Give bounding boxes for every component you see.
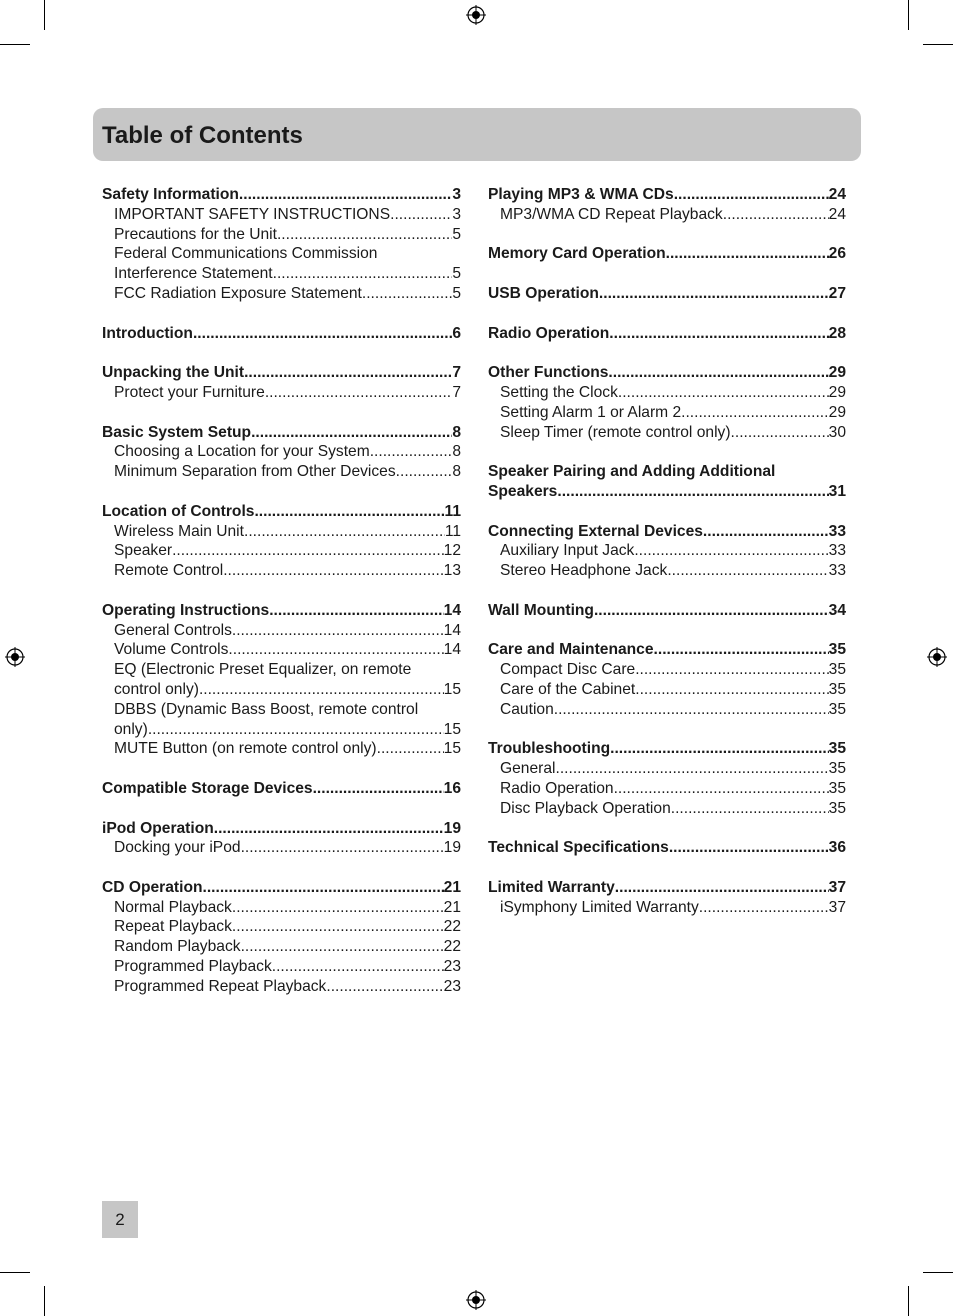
toc-subentry[interactable] xyxy=(102,720,461,740)
dot-leader xyxy=(172,541,444,561)
page-ref: 35 xyxy=(828,661,846,679)
toc-entry[interactable] xyxy=(488,482,846,502)
dot-leader xyxy=(228,640,443,660)
toc-subentry[interactable] xyxy=(102,205,461,225)
dot-leader xyxy=(370,442,453,462)
page-ref: 6 xyxy=(452,324,461,342)
section-title: USB Operation xyxy=(488,284,599,302)
subsection-title: Setting the Clock xyxy=(500,383,618,401)
subsection-title: only) xyxy=(114,720,148,738)
dot-leader xyxy=(244,522,445,542)
subsection-title: General Controls xyxy=(114,621,232,639)
page-ref: 23 xyxy=(443,977,461,995)
subsection-title: MP3/WMA CD Repeat Playback xyxy=(500,205,723,223)
toc-entry[interactable] xyxy=(102,819,461,839)
page-ref: 5 xyxy=(452,225,461,243)
dot-leader xyxy=(699,898,829,918)
page-ref: 24 xyxy=(828,205,846,223)
dot-leader xyxy=(615,878,829,898)
toc-subentry[interactable] xyxy=(488,403,846,423)
dot-leader xyxy=(239,185,452,205)
toc-section xyxy=(102,363,461,403)
crop-mark xyxy=(0,1272,30,1273)
page-ref: 30 xyxy=(828,423,846,441)
toc-section xyxy=(102,502,461,581)
crop-mark xyxy=(44,0,45,30)
crop-mark xyxy=(44,1286,45,1316)
toc-section xyxy=(488,640,846,719)
dot-leader xyxy=(555,759,828,779)
page-ref: 8 xyxy=(452,443,461,461)
dot-leader xyxy=(671,799,829,819)
toc-entry[interactable] xyxy=(488,284,846,304)
subsection-title: Repeat Playback xyxy=(114,918,232,936)
section-title: Troubleshooting xyxy=(488,740,611,758)
toc-entry[interactable] xyxy=(102,324,461,344)
toc-entry[interactable] xyxy=(102,779,461,799)
toc-section xyxy=(102,324,461,344)
dot-leader xyxy=(277,225,452,245)
toc-subentry[interactable] xyxy=(488,383,846,403)
toc-subentry[interactable] xyxy=(102,838,461,858)
toc-subentry[interactable] xyxy=(102,621,461,641)
dot-leader xyxy=(241,937,444,957)
toc-section xyxy=(488,522,846,581)
subsection-title: Docking your iPod xyxy=(114,839,241,857)
toc-subentry[interactable] xyxy=(488,561,846,581)
subsection-title: Volume Controls xyxy=(114,641,229,659)
page-ref: 21 xyxy=(443,898,461,916)
page-ref: 31 xyxy=(828,482,846,500)
dot-leader xyxy=(635,680,828,700)
subsection-title: Disc Playback Operation xyxy=(500,799,671,817)
page-ref: 34 xyxy=(828,601,846,619)
toc-section xyxy=(488,838,846,858)
page-ref: 35 xyxy=(828,760,846,778)
dot-leader xyxy=(635,660,828,680)
subsection-title: Stereo Headphone Jack xyxy=(500,562,668,580)
crop-mark xyxy=(0,44,30,45)
section-title: Care and Maintenance xyxy=(488,641,654,659)
subsection-title: Radio Operation xyxy=(500,779,614,797)
toc-section xyxy=(102,601,461,759)
toc-entry[interactable] xyxy=(488,522,846,542)
page-ref: 19 xyxy=(443,819,461,837)
toc-section xyxy=(102,423,461,482)
page-ref: 24 xyxy=(828,186,846,203)
toc-entry[interactable] xyxy=(488,363,846,383)
page-ref: 14 xyxy=(443,641,461,659)
section-title: Location of Controls xyxy=(102,502,255,520)
page-ref: 28 xyxy=(828,324,846,342)
subsection-title: Wireless Main Unit xyxy=(114,522,244,540)
dot-leader xyxy=(634,541,828,561)
section-title: Memory Card Operation xyxy=(488,245,666,263)
dot-leader xyxy=(377,739,444,759)
toc-left-column xyxy=(102,185,461,1016)
dot-leader xyxy=(669,838,829,858)
toc-header-band xyxy=(93,108,861,161)
toc-subentry[interactable] xyxy=(102,225,461,245)
dot-leader xyxy=(557,482,828,502)
dot-leader xyxy=(273,264,453,284)
section-title: Safety Information xyxy=(102,186,239,203)
dot-leader xyxy=(254,502,444,522)
dot-leader xyxy=(148,720,444,740)
section-title: Compatible Storage Devices xyxy=(102,779,313,797)
dot-leader xyxy=(723,205,829,225)
dot-leader xyxy=(681,403,829,423)
dot-leader xyxy=(265,383,453,403)
section-title: CD Operation xyxy=(102,878,203,896)
page-ref: 29 xyxy=(828,403,846,421)
toc-section xyxy=(488,739,846,818)
subsection-title: control only) xyxy=(114,680,199,698)
dot-leader xyxy=(214,819,444,839)
page-ref: 3 xyxy=(452,205,461,223)
subsection-title: Remote Control xyxy=(114,562,224,580)
subsection-title: Care of the Cabinet xyxy=(500,680,636,698)
page-title: Table of Contents xyxy=(102,122,303,149)
page-ref: 16 xyxy=(443,779,461,797)
page-ref: 33 xyxy=(828,522,846,540)
toc-subentry[interactable] xyxy=(488,898,846,918)
dot-leader xyxy=(594,601,829,621)
page-ref: 35 xyxy=(828,641,846,659)
toc-subentry[interactable] xyxy=(488,660,846,680)
dot-leader xyxy=(396,462,453,482)
subsection-title: Precautions for the Unit xyxy=(114,225,277,243)
registration-mark-icon xyxy=(5,647,25,667)
page-ref: 11 xyxy=(444,522,461,540)
page-ref: 8 xyxy=(452,423,461,441)
section-title: Technical Specifications xyxy=(488,839,669,857)
toc-section xyxy=(488,878,846,918)
toc-section xyxy=(488,185,846,225)
section-title: Connecting External Devices xyxy=(488,522,703,540)
dot-leader xyxy=(667,561,828,581)
toc-section xyxy=(488,601,846,621)
toc-subentry[interactable] xyxy=(102,917,461,937)
page-ref: 33 xyxy=(828,562,846,580)
subsection-title: Programmed Playback xyxy=(114,958,272,976)
subsection-title: Interference Statement xyxy=(114,265,273,283)
toc-subentry[interactable] xyxy=(102,739,461,759)
dot-leader xyxy=(223,561,443,581)
dot-leader xyxy=(313,779,444,799)
toc-subentry[interactable] xyxy=(102,898,461,918)
toc-entry[interactable] xyxy=(488,838,846,858)
registration-mark-icon xyxy=(927,647,947,667)
toc-entry[interactable] xyxy=(488,878,846,898)
page-ref: 15 xyxy=(443,720,461,738)
subsection-title: Programmed Repeat Playback xyxy=(114,977,327,995)
toc-subentry[interactable] xyxy=(102,462,461,482)
section-title: iPod Operation xyxy=(102,819,214,837)
page-ref: 21 xyxy=(443,878,461,896)
dot-leader xyxy=(608,363,828,383)
page-ref: 35 xyxy=(828,740,846,758)
dot-leader xyxy=(272,957,444,977)
toc-subentry[interactable] xyxy=(488,759,846,779)
page-ref: 37 xyxy=(828,898,846,916)
toc-subentry[interactable] xyxy=(488,541,846,561)
toc-right-column xyxy=(488,185,846,937)
toc-subentry[interactable] xyxy=(102,957,461,977)
page-ref: 15 xyxy=(443,740,461,758)
dot-leader xyxy=(614,779,829,799)
toc-subentry[interactable] xyxy=(102,383,461,403)
section-title: Operating Instructions xyxy=(102,601,270,619)
toc-subentry[interactable] xyxy=(102,640,461,660)
dot-leader xyxy=(554,700,829,720)
page-ref: 35 xyxy=(828,779,846,797)
dot-leader xyxy=(269,601,443,621)
section-title: Introduction xyxy=(102,324,193,342)
section-title: Other Functions xyxy=(488,364,609,382)
page-ref: 7 xyxy=(452,364,461,382)
dot-leader xyxy=(203,878,444,898)
dot-leader xyxy=(199,680,444,700)
toc-entry[interactable] xyxy=(102,878,461,898)
dot-leader xyxy=(674,185,829,205)
toc-section xyxy=(488,462,846,502)
page-number: 2 xyxy=(115,1210,125,1229)
page-number-box xyxy=(102,1201,138,1238)
toc-entry[interactable] xyxy=(488,601,846,621)
section-title: Radio Operation xyxy=(488,324,610,342)
subsection-title: Protect your Furniture xyxy=(114,383,265,401)
section-title: Wall Mounting xyxy=(488,601,594,619)
page-ref: 22 xyxy=(443,938,461,956)
toc-entry[interactable] xyxy=(102,423,461,443)
toc-subentry[interactable] xyxy=(102,442,461,462)
toc-section xyxy=(488,284,846,304)
dot-leader xyxy=(244,363,452,383)
section-title: Limited Warranty xyxy=(488,878,615,896)
page-ref: 27 xyxy=(828,284,846,302)
toc-subentry[interactable] xyxy=(488,799,846,819)
toc-entry[interactable] xyxy=(488,324,846,344)
crop-mark xyxy=(908,1286,909,1316)
section-title: Basic System Setup xyxy=(102,423,252,441)
subsection-title-line[interactable]: Federal Communications Commission xyxy=(114,245,378,263)
toc-subentry[interactable] xyxy=(102,680,461,700)
dot-leader xyxy=(618,383,829,403)
subsection-title: iSymphony Limited Warranty xyxy=(500,898,699,916)
toc-subentry[interactable] xyxy=(102,977,461,997)
toc-section xyxy=(102,819,461,859)
page-ref: 36 xyxy=(828,839,846,857)
dot-leader xyxy=(193,324,452,344)
toc-subentry[interactable] xyxy=(102,937,461,957)
dot-leader xyxy=(232,917,444,937)
toc-subentry[interactable] xyxy=(102,541,461,561)
subsection-title: Setting Alarm 1 or Alarm 2 xyxy=(500,403,682,421)
crop-mark xyxy=(923,1272,953,1273)
toc-section xyxy=(488,363,846,442)
page-ref: 35 xyxy=(828,700,846,718)
subsection-title: Random Playback xyxy=(114,938,241,956)
toc-section xyxy=(102,779,461,799)
dot-leader xyxy=(326,977,443,997)
page-ref: 15 xyxy=(443,680,461,698)
subsection-title-line[interactable]: EQ (Electronic Preset Equalizer, on remote xyxy=(114,661,412,679)
toc-entry[interactable] xyxy=(102,502,461,522)
page-ref: 35 xyxy=(828,680,846,698)
toc-entry[interactable] xyxy=(488,244,846,264)
page-ref: 33 xyxy=(828,542,846,560)
section-title: Speakers xyxy=(488,482,558,500)
dot-leader xyxy=(251,423,452,443)
dot-leader xyxy=(654,640,829,660)
page-ref: 29 xyxy=(828,383,846,401)
toc-subentry[interactable] xyxy=(102,264,461,284)
page-ref: 12 xyxy=(443,542,461,560)
section-title: Unpacking the Unit xyxy=(102,364,245,382)
subsection-title: Auxiliary Input Jack xyxy=(500,542,635,560)
subsection-title: FCC Radiation Exposure Statement xyxy=(114,284,362,302)
toc-section xyxy=(102,185,461,304)
dot-leader xyxy=(390,205,452,225)
dot-leader xyxy=(599,284,829,304)
page-ref: 14 xyxy=(443,621,461,639)
page-ref: 11 xyxy=(444,502,461,520)
dot-leader xyxy=(703,522,829,542)
page-ref: 8 xyxy=(452,463,461,481)
section-title: Playing MP3 & WMA CDs xyxy=(488,186,674,203)
page-ref: 35 xyxy=(828,799,846,817)
page-ref: 3 xyxy=(452,186,461,203)
page-ref: 5 xyxy=(452,265,461,283)
subsection-title: Speaker xyxy=(114,542,173,560)
toc-subentry[interactable] xyxy=(102,561,461,581)
toc-subentry[interactable] xyxy=(102,284,461,304)
registration-mark-icon xyxy=(466,1290,486,1310)
dot-leader xyxy=(609,324,828,344)
toc-subentry[interactable] xyxy=(488,423,846,443)
toc-subentry[interactable] xyxy=(488,779,846,799)
toc-subentry[interactable] xyxy=(488,205,846,225)
subsection-title: IMPORTANT SAFETY INSTRUCTIONS xyxy=(114,205,391,223)
subsection-title: Choosing a Location for your System xyxy=(114,443,370,461)
page-ref: 14 xyxy=(443,601,461,619)
toc-subentry[interactable] xyxy=(488,700,846,720)
page-ref: 23 xyxy=(443,958,461,976)
dot-leader xyxy=(232,621,444,641)
page-ref: 29 xyxy=(828,364,846,382)
page-ref: 26 xyxy=(828,245,846,263)
toc-section xyxy=(488,244,846,264)
toc-entry[interactable] xyxy=(488,185,846,205)
dot-leader xyxy=(731,423,829,443)
toc-entry[interactable] xyxy=(488,739,846,759)
dot-leader xyxy=(232,898,444,918)
toc-subentry[interactable] xyxy=(488,680,846,700)
page-ref: 19 xyxy=(443,839,461,857)
page-ref: 37 xyxy=(828,878,846,896)
crop-mark xyxy=(923,44,953,45)
toc-entry[interactable] xyxy=(102,601,461,621)
dot-leader xyxy=(241,838,444,858)
subsection-title: General xyxy=(500,760,556,778)
subsection-title: Normal Playback xyxy=(114,898,232,916)
subsection-title: Sleep Timer (remote control only) xyxy=(500,423,731,441)
toc-entry[interactable] xyxy=(102,363,461,383)
page-ref: 22 xyxy=(443,918,461,936)
section-title-line[interactable]: Speaker Pairing and Adding Additional xyxy=(488,463,776,481)
toc-entry[interactable] xyxy=(102,185,461,205)
page-ref: 5 xyxy=(452,284,461,302)
subsection-title: Minimum Separation from Other Devices xyxy=(114,463,396,481)
toc-subentry[interactable] xyxy=(102,522,461,542)
page-ref: 7 xyxy=(452,383,461,401)
dot-leader xyxy=(362,284,452,304)
dot-leader xyxy=(610,739,829,759)
registration-mark-icon xyxy=(466,5,486,25)
subsection-title: MUTE Button (on remote control only) xyxy=(114,740,377,758)
dot-leader xyxy=(666,244,829,264)
page-ref: 13 xyxy=(443,562,461,580)
subsection-title-line[interactable]: DBBS (Dynamic Bass Boost, remote control xyxy=(114,700,419,718)
crop-mark xyxy=(908,0,909,30)
subsection-title: Compact Disc Care xyxy=(500,661,636,679)
toc-entry[interactable] xyxy=(488,640,846,660)
toc-section xyxy=(488,324,846,344)
subsection-title: Caution xyxy=(500,700,554,718)
toc-section xyxy=(102,878,461,997)
